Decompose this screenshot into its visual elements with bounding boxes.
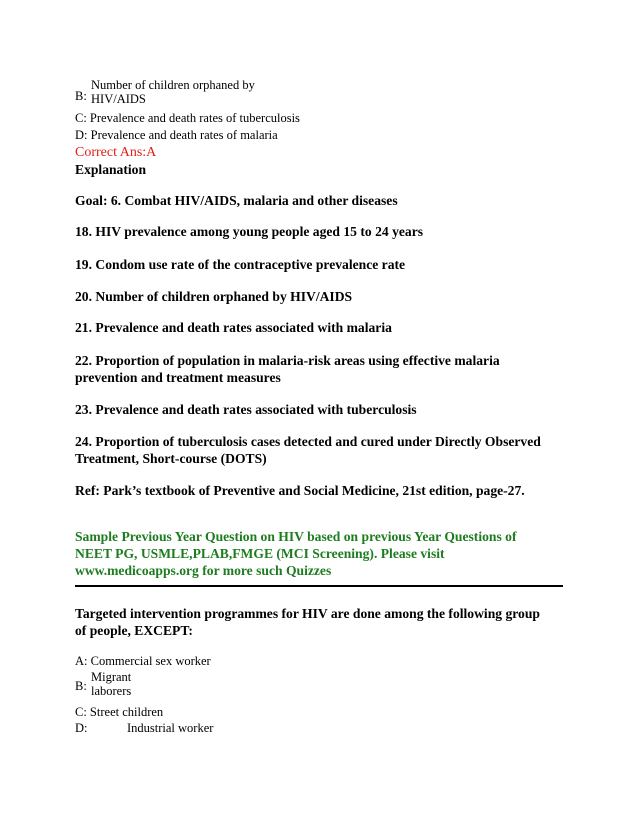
q2-option-a: A: Commercial sex worker <box>75 654 211 668</box>
q1-option-b-line2: HIV/AIDS <box>91 92 146 106</box>
q2-stem-line2: of people, EXCEPT: <box>75 623 193 638</box>
q2-option-b-letter: B: <box>75 679 87 693</box>
promo-line3-link[interactable]: www.medicoapps.org for more such Quizzes <box>75 563 332 578</box>
q2-option-d-text: Industrial worker <box>127 721 214 735</box>
q1-option-b-letter: B: <box>75 89 87 103</box>
q2-option-b-line2: laborers <box>91 684 132 698</box>
q2-option-d-letter: D: <box>75 721 88 735</box>
promo-line1: Sample Previous Year Question on HIV based on previous Year Questions of <box>75 529 517 544</box>
explanation-point-19: 19. Condom use rate of the contraceptive prevalence rate <box>75 257 406 272</box>
divider <box>75 585 563 587</box>
correct-answer: Correct Ans:A <box>75 145 157 160</box>
promo-line2: NEET PG, USMLE,PLAB,FMGE (MCI Screening). Please visit <box>75 546 445 561</box>
explanation-goal: Goal: 6. Combat HIV/AIDS, malaria and other diseases <box>75 193 398 208</box>
explanation-point-24-line1: 24. Proportion of tuberculosis cases detected and cured under Directly Observed <box>75 434 541 449</box>
q1-option-d: D: Prevalence and death rates of malaria <box>75 128 278 142</box>
explanation-point-18: 18. HIV prevalence among young people aged 15 to 24 years <box>75 224 424 239</box>
explanation-point-24-line2: Treatment, Short-course (DOTS) <box>75 451 267 466</box>
q2-option-c: C: Street children <box>75 705 164 719</box>
q2-option-b-line1: Migrant <box>91 670 132 684</box>
reference: Ref: Park’s textbook of Preventive and Social Medicine, 21st edition, page-27. <box>75 483 525 498</box>
q1-option-c: C: Prevalence and death rates of tuberculosis <box>75 111 300 125</box>
explanation-point-22-line1: 22. Proportion of population in malaria-risk areas using effective malaria <box>75 353 500 368</box>
q1-option-b-line1: Number of children orphaned by <box>91 78 255 92</box>
q2-stem-line1: Targeted intervention programmes for HIV are done among the following group <box>75 606 540 621</box>
explanation-point-23: 23. Prevalence and death rates associated with tuberculosis <box>75 402 417 417</box>
explanation-point-21: 21. Prevalence and death rates associated with malaria <box>75 320 392 335</box>
explanation-point-22-line2: prevention and treatment measures <box>75 370 281 385</box>
explanation-label: Explanation <box>75 162 147 177</box>
explanation-point-20: 20. Number of children orphaned by HIV/AIDS <box>75 289 353 304</box>
